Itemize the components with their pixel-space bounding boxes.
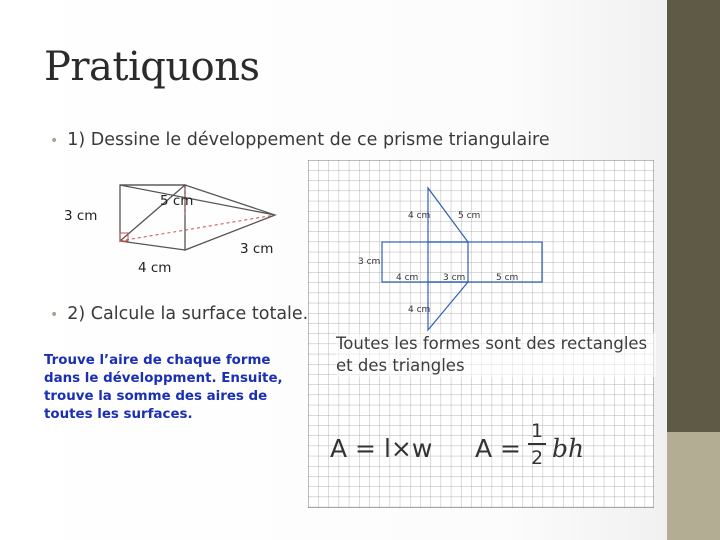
bullet-icon: •	[50, 307, 59, 323]
slide-title: Pratiquons	[44, 44, 260, 90]
prism-figure	[50, 175, 310, 285]
fraction-numerator: 1	[530, 420, 544, 442]
question-2	[50, 304, 308, 324]
net-label-top-left: 4 cm	[408, 211, 431, 221]
net-label-lower: 4 cm	[408, 305, 431, 315]
prism-label-slant: 5 cm	[160, 193, 194, 209]
net-label-bottom-3: 5 cm	[496, 273, 519, 283]
triangular-prism-drawing	[50, 175, 310, 285]
prism-label-base: 4 cm	[138, 260, 172, 276]
rectangle-area-formula: A = l×w	[330, 434, 433, 463]
question-1	[50, 130, 550, 150]
shapes-note: Toutes les formes sont des rectangles et des triangles	[336, 333, 656, 377]
decorative-sidebar-accent	[667, 432, 720, 540]
prism-label-side: 3 cm	[64, 208, 98, 224]
fraction-denominator: 2	[530, 447, 544, 469]
net-label-bottom-1: 4 cm	[396, 273, 419, 283]
area-formulas	[330, 420, 630, 480]
question-1-text: 1) Dessine le développement de ce prisme triangulaire	[67, 130, 550, 150]
net-label-left: 3 cm	[358, 257, 381, 267]
prism-hidden-edge	[120, 215, 275, 241]
fraction-bar	[528, 443, 546, 445]
one-half-fraction	[528, 420, 546, 470]
triangle-formula-suffix: bh	[552, 434, 585, 463]
bullet-icon: •	[50, 133, 59, 149]
net-label-bottom-2: 3 cm	[443, 273, 466, 283]
question-2-text: 2) Calcule la surface totale.	[67, 304, 309, 324]
hint-text: Trouve l’aire de chaque forme dans le développment. Ensuite, trouve la somme des aires de toutes les surfaces.	[44, 353, 283, 422]
prism-label-length: 3 cm	[240, 241, 274, 257]
prism-bottom-edge	[120, 241, 185, 250]
net-label-top-right: 5 cm	[458, 211, 481, 221]
triangle-formula-prefix: A =	[475, 434, 521, 463]
